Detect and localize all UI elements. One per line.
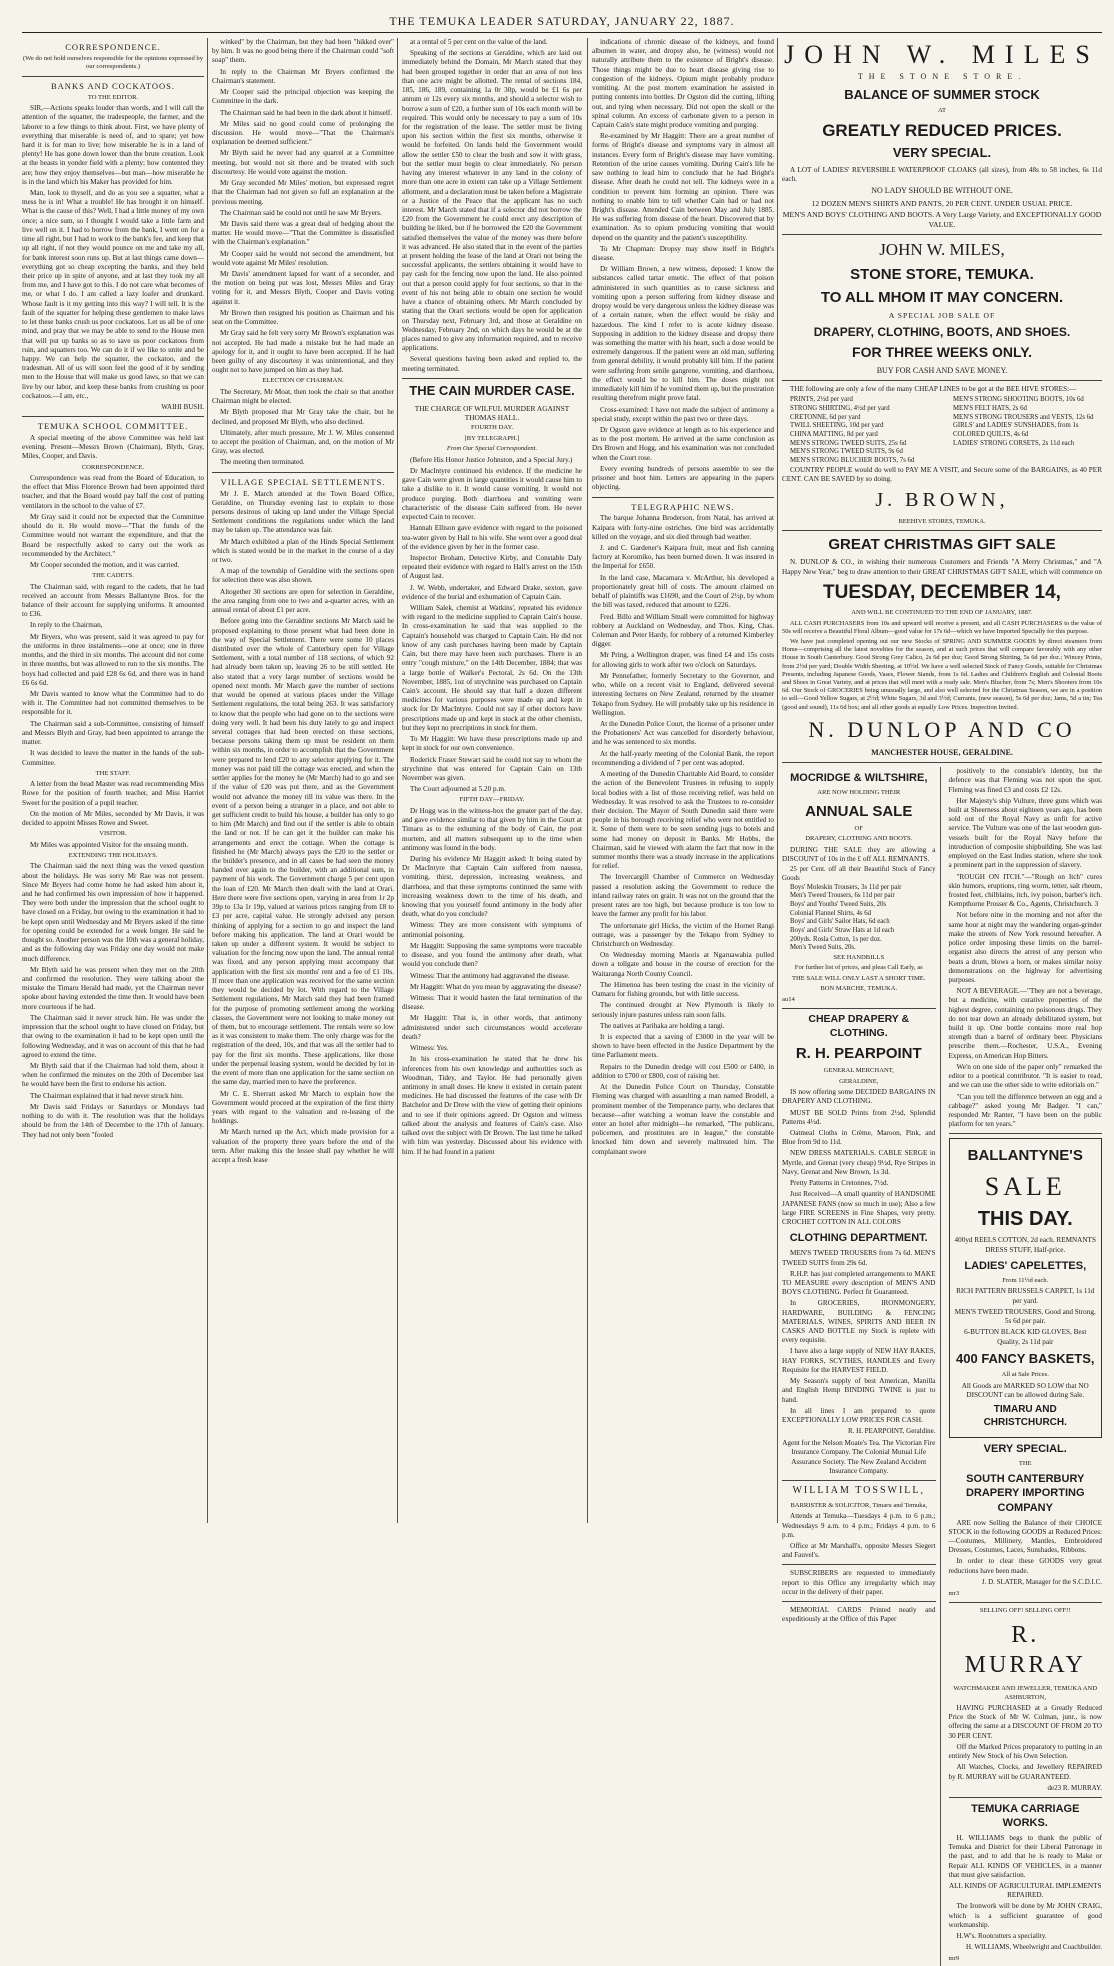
disclaimer: (We do not hold ourselves responsible for the opinions expressed by our correspondents.) <box>22 54 204 71</box>
subheading: CORRESPONDENCE. <box>81 463 145 471</box>
dunlop-ad <box>782 535 1102 758</box>
beehive-ad <box>782 385 1102 526</box>
paragraph: The Chairman said he had been in the dark about it himself. <box>220 108 393 117</box>
paragraph: William Salek, chemist at Watkins', repeated his evidence with regard to the medicine supplied to Captain Cain's house. In cross-examination he said that was supplied to the Captain's household was charged to Captain Cain. He did not know of any cash purchases having been made by Captain Cain, but there may have been such purchases. There is an entry "cough mixture," on the 14th December, 1884; that was a large bottle of Walker's Pectoral, 2s 6d. On the 13th November, 1885, 1oz of strychnine was purchased on Captain Cain's account. He should say that half a dozen different medicines for various purposes were made up and kept in stock for Dr MacIntyre. Could not say if other doctors have prescriptions made up and kept in stock at the other chemists, but they kept no precriptions in stock for them. <box>402 604 582 732</box>
ad-text: GERALDINE, <box>839 1077 879 1085</box>
ad-signature: R. H. PEARPOINT, Geraldine. <box>847 1427 936 1436</box>
paragraph: A map of the township of Geraldine with the sections open for selection there was also shown. <box>212 567 394 585</box>
article-title: THE CAIN MURDER CASE. <box>409 382 575 398</box>
ad-text: Off the Marked Prices preparatory to putting in an entirely New Stock of his Own Selection. <box>948 1742 1102 1761</box>
ad-headline: VERY SPECIAL. <box>892 145 992 161</box>
price-item: LADIES' STRONG CORSETS, 2s 11d each <box>953 439 1075 447</box>
ad-text: All at Sale Prices. <box>1001 1371 1049 1379</box>
section-heading: CORRESPONDENCE. <box>65 42 161 52</box>
price-item: TWILL SHEETING, 10d per yard <box>790 422 884 430</box>
subheading: [BY TELEGRAPH.] <box>464 434 520 442</box>
paragraph: Mr Cooper said the principal objection was keeping the Committee in the dark. <box>212 88 394 106</box>
paragraph: Roderick Fraser Stewart said he could not say to whom the strychnine that was entered for Captain Cain on 13th November was given. <box>402 755 582 782</box>
paragraph: The Chairman said he could not until he saw Mr Bryers. <box>220 208 382 217</box>
paragraph: positively to the constable's identity, but the defence was that Fleming was not upon the spot. Fleming was fined £3 and costs £2 12s. <box>948 767 1102 794</box>
ad-text: 400yd REELS COTTON, 2d each. REMNANTS DRESS STUFF, Half-price. <box>954 1236 1096 1254</box>
price-item: 200yds. Rosla Cotton, 1s per doz. <box>790 935 882 943</box>
price-item: 25 per Cent. off all their Beautiful Stock of Fancy Goods <box>782 866 936 882</box>
ad-text: Office at Mr Marshall's, opposite Messrs Siegert and Fauvel's. <box>782 1541 936 1560</box>
ad-text: N. DUNLOP & CO., in wishing their numerous Customers and Friends "A Merry Christmas," and "A Happy New Year," beg to draw attention to their GREAT CHRISTMAS GIFT SALE, which will commence on <box>782 558 1102 576</box>
ad-text: 12 DOZEN MEN'S SHIRTS AND PANTS, 20 PER CENT. UNDER USUAL PRICE. <box>811 198 1073 208</box>
ad-text: OF <box>854 824 863 832</box>
ad-headline: GREAT CHRISTMAS GIFT SALE <box>828 536 1056 554</box>
ad-text: DURING THE SALE they are allowing a DISCOUNT of 10s in the £ off ALL REMNANTS. <box>782 845 936 863</box>
paragraph: Mr Davis' amendment lapsed for want of a seconder, and the motion on being put was lost, Messrs Miles and Gray voting for it, and Messrs Blyth, Cooper and Davis voting against it. <box>212 270 394 306</box>
paragraph: Mr Miles said no good could come of prolonging the discussion. He would move—"That the Chairman's explanation be deemed sufficient." <box>212 119 394 147</box>
price-item: Boys' and Girls' Sailor Hats, 6d each <box>790 918 890 926</box>
paragraph: Several questions having been asked and replied to, the meeting terminated. <box>402 355 582 373</box>
notes-block <box>949 767 1103 1129</box>
paragraph: Mr Blyth proposed that Mr Gray take the chair, but he declined, and proposed Mr Blyth, who also declined. <box>212 408 394 426</box>
ad-signature: J. D. SLATER, Manager for the S.C.D.I.C. <box>981 1577 1102 1586</box>
ad-text: Oatmeal Cloths in Crème, Maroon, Pink, and Blue from 9d to 11d. <box>782 1129 936 1147</box>
paragraph: The natives at Parihaka are holding a tangi. <box>600 1021 725 1030</box>
price-item: MEN'S STRONG SHOOTING BOOTS, 10s 6d <box>953 396 1084 404</box>
ad-headline: ANNUAL SALE <box>805 802 913 820</box>
letter-to: TO THE EDITOR. <box>87 93 139 101</box>
ad-headline: VERY SPECIAL. <box>983 1442 1067 1455</box>
paragraph: At the Dunedin Police Court, the license of a prisoner under the Probationers' Act was cancelled for disorderly behaviour, and he was sentenced to six months. <box>592 719 774 747</box>
price-item: Men's Tweed Trousers, 6s 11d per pair <box>790 892 895 900</box>
paragraph: Before going into the Geraldine sections Mr March said he proposed explaining to those present what had been done in the way of Special Settlement. There were some 10 places distributed over the whole of Canterbury open for Village Settlement, with a total number of 118 sections, of which 92 had already been taken up, leaving 26 to be still settled. He also stated that a very large number of sections would be opened next month. Mr March gave the number of sections that would be opened at various places under the Village Settlement regulations, the total being 263. It was satisfactory to know that the people who had gone on to the sections were doing very well. It had been his duty lately to go and inspect several cottages that had been erected on these sections, because persons taking them up must be resident on them within six months, in order to accomplish that the Government were prepared to lend £20 to any selector applying for it. The money was not paid till the cottage was erected, and when the settler applies for the money he (Mr March) had to go and see if the value of £20 was put there, and as the Government would not advance the money till its value was there. In the event of a person being a stranger in a place, and not able to get sufficient credit to build his house, a builder has only to go to him (Mr March) and find out if the settler is able to obtain the land or not. If he can get it the builder can make his arrangements and erect the cottage. When the cottage is finished he (Mr March) always pays the £20 to the settler or the builder's presence, and in all cases be had seen the money handed over again to the builder, with an additional sum, in payment of his work. The Government charge 5 per cent upon the loan of £20. Mr March then dealt with the land at Orari. Here there were five sections open, varying in area from 1r 2p 39p to 13a 1r 19p, valued at various prices ranging from £8 to £3 per acre, capital value. He strongly advised any person thinking of applying for a section to go and inspect the land before making his application. The land at Orari would be taken up under a different system. It would be subject to valuation for the fencing now upon the land. The annual rental was fixed, and any person applying must accompany that application with the first six months' rent and a fee of £1 10s. If more than one application was received for the same section they would be decided by lot. With regard to the Village Settlement regulations, Mr March said they had been framed for the purpose of promoting settlement among the working classes, the Government were not looking to make money out of them, but to encourage settlement. The rentals were so low as it was consistent to make them. The only charge was for the registration of the deed, 10s, and that was all the settler had to pay for the first six months. These applications, like those under the perpetual leasing system, would be decided by lot in the event of more than one application for the same section on the same day, married men to have the preference. <box>212 617 394 1087</box>
ad-text: BUY FOR CASH AND SAVE MONEY. <box>876 365 1008 375</box>
paragraph: Mr Cooper seconded the motion, and it was carried. <box>30 560 180 569</box>
ad-headline: TUESDAY, DECEMBER 14, <box>823 581 1061 603</box>
paragraph: Mr Davis said Fridays or Saturdays or Mondays had nothing to do with it. The resolution was that the holidays should be from the 14th of December to the 17th of January. They had not only been "fooled <box>22 1102 204 1139</box>
ad-text: SEE HANDBILLS <box>833 954 885 962</box>
price-item: MEN'S STRONG TWEED SUITS, 25s 6d <box>790 439 907 447</box>
price-item: MEN'S STRONG TWEED SUITS, 9s 6d <box>790 448 903 456</box>
ad-text: Just Received—A small quantity of HANDSOME JAPANESE FANS (now so much in use); Also a few large FIRE SCREENS in Fine Shapes, very pretty. CROCHET COTTON IN ALL COLORS <box>782 1190 936 1226</box>
subheading: VISITOR. <box>99 830 127 838</box>
ad-text: GENERAL MERCHANT, <box>823 1067 894 1075</box>
ad-text: All Watches, Clocks, and Jewellery REPAIRED by R. MURRAY will be GUARANTEED. <box>948 1763 1102 1781</box>
ad-text: Agent for the Nelson Moate's Tea. The Victorian Fire Insurance Company. The Colonial Mutual Life Assurance Society. The New Zealand Accident Insurance Company. <box>782 1439 936 1475</box>
paragraph: Man, look to thyself, and do as you see a squatter, what a mess he is in! What a trouble! He has brought it on himself. What is the cause of this? Well, I had a little money of my own once; a nice sum, so I thought I would take a little farm and live well on it. I had to borrow from the bank, I went on for a time all right, but I had to work to the bank's fee, and keep that up all right, if not they would pounce on me and take my all, for bank interest soon runs up. But at last things came down—everything got so cheap excepting the banks, and they held their price up in spite of anyone, and at last they took my all from me, and I have got to this. I do not care what becomes of me, or what I do. I am called a lazy loafer and drunkard. Whose fault is it my getting into this way? I will tell. It is the fault of the squatter for helping these gentlemen to make laws to let these banks crush us poor cockatoos. Let us all be of one mind, and pray that we may be able to send to the House men that will put up banks so as to save us poor cockatoos from ruin, and squatters too. We can do it if we like to unite and be happy. We can help the squatter, the cockatoo, and the tradesman. All of us will soon feel the good of it by sending men to the House that will make us good laws, so that we can live by our labor, and keep these banks from crushing us poor cockatoos.—I am, etc., <box>22 189 204 400</box>
ad-text: In all lines I am prepared to quote EXCEPTIONALLY LOW PRICES FOR CASH. <box>782 1406 936 1424</box>
paragraph: In reply to the Chairman Mr Bryers confirmed the Chairman's statement. <box>212 67 394 85</box>
ad-text: For further list of prices, and pleas Call Early, as <box>794 964 923 972</box>
paragraph: Mr Blyth said that if the Chairman had told them, about it when he confirmed the minutes on the 20th of December last he would have been the first to endorse his action. <box>22 1061 204 1089</box>
paragraph: Correspondence was read from the Board of Education, to the effect that Miss Florence Brown had been appointed third teacher, and that the Board would pay half the cost of putting ventilators in the school to the value of £7. <box>22 473 204 510</box>
subheading: FIFTH DAY—FRIDAY. <box>459 796 525 804</box>
paragraph: The Court adjourned at 5.20 p.m. <box>410 785 506 794</box>
ad-headline: THIS DAY. <box>977 1207 1073 1230</box>
paragraph: In reply to the Chairman, <box>30 621 103 630</box>
paragraph: Mr C. E. Sherratt asked Mr March to explain how the Government would proceed at the expiration of the first thirty years with regard to the valuation and re-leasing of the holdings. <box>212 1089 394 1126</box>
advertiser-name: R. MURRAY <box>964 1621 1086 1679</box>
paragraph: On the motion of Mr Miles, seconded by Mr Davis, it was decided to appoint Misses Rowe and Sweet. <box>22 809 204 828</box>
paragraph: Mr Gray seconded Mr Miles' motion, but expressed regret that the Chairman had not given so full an explanation at the previous meeting. <box>212 179 394 206</box>
ad-text: My Season's supply of best American, Manilla and English Hemp BINDING TWINE is just to hand. <box>782 1377 936 1404</box>
miles-ad <box>782 38 1102 376</box>
price-item: CRETONNE, 6d per yard <box>790 413 861 421</box>
paragraph: The continued drought at New Plymouth is likely to seriously injure pastures unless rain soon falls. <box>592 1001 774 1019</box>
paragraph: Ultimately, after much pressure, Mr J. W. Miles consented to accept the position of Chairman, and, on the motion of Mr Gray, was elected. <box>212 428 394 456</box>
letter-title: BANKS AND COCKATOOS. <box>51 80 175 91</box>
article-subtitle: THE CHARGE OF WILFUL MURDER AGAINST THOMAS HALL. <box>414 403 570 422</box>
ad-text: Pretty Patterns in Cretonnes, 7½d. <box>790 1179 889 1188</box>
paragraph: The Chairman said it never struck him. He was under the impression that the school ought to have closed on Friday, but that owing to the examination it had to be kept open until the following Wednesday, and it was on account of this that he had agreed to extend the time. <box>22 1013 204 1059</box>
notice: MEMORIAL CARDS Printed neatly and expeditiously at the Office of this Paper <box>782 1606 936 1624</box>
column-rule <box>207 38 208 1523</box>
paragraph: The Himenoa has been testing the coast in the vicinity of Oamaru for fishing grounds, but with little success. <box>592 980 774 999</box>
ad-text: BARRISTER & SOLICITOR, Timaru and Temuka, <box>790 1501 928 1509</box>
subheading: THE STAFF. <box>95 769 131 777</box>
price-item: Boys' Moleskin Trousers, 3s 11d per pair <box>790 883 902 891</box>
paragraph: To Mr Chapman: Dropsy may show itself in Bright's disease. <box>592 244 774 263</box>
ad-text: AT <box>937 107 947 115</box>
ad-text: COUNTRY PEOPLE would do well to PAY ME A VISIT, and Secure some of the BARGAINS, as 40 PER CENT. CAN BE SAVED by so doing. <box>782 465 1102 484</box>
paragraph: Mr Davis wanted to know what the Committee had to do with it. The Committee had not committed themselves to be responsible for it. <box>22 690 204 717</box>
paragraph: "Can you tell the difference between an egg and a cabbage?" asked young Mr Badger. "I can," responded Mr Ranter, "I have been on the public platform for ten years." <box>948 1092 1102 1129</box>
notice: SUBSCRIBERS are requested to immediately report to this Office any irregularity which may occur in the delivery of their paper. <box>782 1569 936 1596</box>
advertiser-name: WILLIAM TOSSWILL, <box>792 1485 925 1497</box>
ad-text: I have also a large supply of NEW HAY RAKES, HAY FORKS, SCYTHES, HANDLES and Every Requisite for the HARVEST FIELD. <box>782 1347 936 1374</box>
ad-text: The Ironwork will be done by Mr JOHN CRAIG, which is a sufficient guarantee of good workmanship. <box>948 1902 1102 1929</box>
ad-text: RICH PATTERN BRUSSELS CARPET, 1s 11d per yard. <box>956 1287 1095 1305</box>
ad-headline: SALE <box>984 1171 1066 1201</box>
paragraph: Mr Blyth said he was present when they met on the 20th and confirmed the resolution. They were talking about the mistake the Timaru Herald had made, yet the Chairman never spoke about having extended the time then. It would have been more courteous if he had. <box>22 965 204 1011</box>
paragraph: winked" by the Chairman, but they had been "hikked over" by him. It was no good being there if the Chairman could "soft soap" them. <box>212 38 394 65</box>
ad-text: ARE NOW HOLDING THEIR <box>817 789 901 797</box>
paragraph: Mr Haggitt: Supposing the same symptoms were traceable to disease, and you found the antimony after death, what would you conclude then? <box>402 941 582 969</box>
ad-text: THE following are only a few of the many CHEAP LINES to be got at the BEE HIVE STORES:— <box>790 385 1077 394</box>
letter-signature: WAIHI BUSH. <box>161 403 204 412</box>
ad-ref: mr9 <box>948 1955 960 1963</box>
paragraph: Her Majesty's ship Vulture, three guns which was built at Sheerness about eighteen years ago, has been sold out of the Royal Navy as unfit for active service. The Vulture was one of the last wooden gun-vessels built for the Royal Navy before the introduction of composite shipbuilding. She was last employed on the East Indies station, where she took a prominent part in the suppression of slavery. <box>948 796 1102 870</box>
ad-text: Attends at Temuka—Tuesdays 4 p.m. to 6 p.m.; Wednesdays 9 a.m. to 4 p.m.; Fridays 4 p.m. to 6 p.m. <box>782 1512 936 1539</box>
pearpoint-ad <box>782 1013 936 1476</box>
advertiser-name: MOCRIDGE & WILTSHIRE, <box>790 772 928 785</box>
advertiser-name: J. BROWN, <box>875 489 1009 512</box>
paragraph: J. W. Webb, undertaker, and Edward Drake, sexton, gave evidence of the burial and exhumation of Captain Cain. <box>402 583 582 601</box>
paragraph: Witness: They are more consistent with symptoms of antimonial poisoning. <box>402 921 582 939</box>
paragraph: Witness: Yes. <box>410 1044 449 1053</box>
paragraph: The Chairman said, with regard to the cadets, that he had received an account from Messrs Ballantyne Bros. for the balance of their account for supplying uniforms. It amounted to £36. <box>22 582 204 619</box>
paragraph: Mr March exhibited a plan of the Hinds Special Settlement which is stated would be in the market in the course of a day or two. <box>212 537 394 565</box>
paragraph: Not before nine in the morning and not after the same hour at night may the wandering organ-grinder make the streets of New York resound hereafter. A police order imposing these limits on the barrel-organist also directs the arrest of any person who beats a drum, blows a horn, or makes similar noisy demonstrations on the highway for advertising purposes. <box>948 911 1102 984</box>
ad-text: From 11½d each. <box>1002 1277 1049 1284</box>
paragraph: Repairs to the Dunedin dredge will cost £500 or £400, in addition to £700 or £800, cost of raising her. <box>592 1062 774 1080</box>
paragraph: Hannah Ellison gave evidence with regard to the poisoned tea-water given by Hall to his wife. She went over a good deal of the evidence given by her in the former case. <box>402 524 582 551</box>
advertiser-name: SOUTH CANTERBURY DRAPERY IMPORTING COMPANY <box>965 1473 1085 1514</box>
paragraph: Mr Gray said it could not be expected that the Committee should do it. He would move—"That the funds of the Committee would not warrant the expenditure, and that the Board be respectfully asked to carry out the work as recommended by the Architect." <box>22 512 204 558</box>
paragraph: At the Dunedin Police Court on Thursday, Constable Fleming was charged with assaulting a man named Brodell, a prominent member of the Temperance party, who declares that because—after watching a woman leave the constable and enter an hotel after midnight—he remarked, "The publicans, policemen, and prostitutes are in league," the constable knocked him down and severely maltreated him. The complainant swore <box>592 1083 774 1156</box>
paragraph: Mr Blyth said he never had any quarrel at a Committee meeting, but would not sit there and be treated with such discourtesy. He would vote against the motion. <box>212 149 394 176</box>
column-4 <box>592 38 774 1523</box>
advertiser-name: N. DUNLOP AND CO <box>808 716 1076 742</box>
paragraph: indications of chronic disease of the kidneys, and found albumen in water, and dropsy also, he (witness) would not naturally attribute them to the existence of Bright's disease. Those things might be due to heart disease giving rise to congestion of the kidneys. Opium might probably produce vomiting. At the post mortem examination he assisted in putting contents into bottles. Dr Ogston did the cutting, lifting out, and tying when necessary. Did not open the skull or the spinal column. An excess of carbonate given to a person in Captain Cain's state might produce vomiting and purging. <box>592 38 774 129</box>
paragraph: It was decided to leave the matter in the hands of the sub-Committee. <box>22 749 204 767</box>
ad-text: MEN'S TWEED TROUSERS from 7s 6d. MEN'S TWEED SUITS from 29s 6d. <box>782 1249 936 1267</box>
paragraph: The Chairman said a sub-Committee, consisting of himself and Messrs Blyth and Gray, had been appointed to arrange the matter. <box>22 719 204 747</box>
paragraph: Altogether 30 sections are open for selection in Geraldine, the area ranging from one to two and a-quarter acres, with an annual rental of about £1 per acre. <box>212 587 394 615</box>
ad-headline: FOR THREE WEEKS ONLY. <box>852 343 1032 360</box>
paragraph: Mr Haggitt: That is, in other words, that antimony administered under such circumstances would accelerate death? <box>402 1014 582 1041</box>
ad-text: DRAPERY, CLOTHING AND BOOTS. <box>805 835 913 843</box>
paragraph: Dr Hogg was in the witness-box the greater part of the day, and gave evidence similar to that given by him in the Court at Timaru as to the exhuming of the body of Cain, the post mortem, and all matters subsequent up to the time when antimony was found in the body. <box>402 806 582 852</box>
ad-text: MEN'S AND BOYS' CLOTHING AND BOOTS. A Very Large Variety, and EXCEPTIONALLY GOOD VALUE. <box>782 210 1102 230</box>
paragraph: Mr J. E. March attended at the Town Board Office, Geraldine, on Thursday evening last to explain to those persons desirous of taking up land under the Village Special Settlement conditions the regulations under which the land may be taken up. The attendance was fair. <box>212 489 394 535</box>
paragraph: Mr March turned up the Act, which made provision for a valuation of the property three years before the end of the term. After making this the lessee shall pay whether he will accept a fresh lease <box>212 1128 394 1165</box>
price-item: MEN'S STRONG TROUSERS and VESTS, 12s 6d <box>953 413 1094 421</box>
price-item: CHINA MATTING, 8d per yard <box>790 431 878 439</box>
ad-text: MEN'S TWEED TROUSERS, Good and Strong, 5s 6d per pair. <box>954 1307 1096 1326</box>
ad-text: R.H.P. has just completed arrangements to MAKE TO MEASURE every description of MEN'S AND BOYS CLOTHING. Perfect fit Guaranteed. <box>782 1269 936 1297</box>
paragraph: It is expected that a saving of £3000 in the year will be shown to have been effected in the Justice Department by the time Parliament meets. <box>592 1032 774 1060</box>
ad-text: ALL CASH PURCHASERS from 10s and upward will receive a present, and all CASH PURCHASERS to the value of 50s will receive a Beautiful Floral Album—good value for 17s 6d—which we have Imported Specially for this purpose. <box>782 619 1102 635</box>
price-item: Men's Tweed Suits, 20s. <box>790 944 856 952</box>
ad-text: We have just completed opening out our new Stocks of SPRING AND SUMMER GOODS by direct steamers from Home—comprising all the latest novelties for the season, and at such prices that will compare favorably with any other House in South Canterbury. Good Strong Grey Calico, 2s 6d per doz; Good Strong Shirting, 5s 6d per doz.; Wincey Prints, from 2½d per yard; Double Width Sheeting, at 10½d. We have a well selected Stock of Fancy Goods, suitable for Christmas Presents, including Japanese Goods, Vases, Flower Stands, from 1s 6d. Ladies and Children's English and Colonial Boots and Shoes in Great Variety, and at prices that will meet with a ready sale. Men's Blucher, from 7s; Men's Shooters from 10s 6d. Our Stock of GROCERIES being unusually large, and also well selected for the Christmas Season, we are in a position to sell—Good Yellow Sugars, at 2½d; White Sugars, 3d and 3½d; Currants, (new season), 5s 6d per doz; Jams, 5d a tin; Tea (good and sound), 11s 6d box; and all other goods at equally Low Prices. Inspection Invited. <box>782 638 1102 711</box>
column-rule <box>587 38 588 1523</box>
ad-headline: 400 FANCY BASKETS, <box>956 1350 1095 1366</box>
ad-text: NO LADY SHOULD BE WITHOUT ONE. <box>871 186 1013 196</box>
paragraph: Mr Pennefather, formerly Secretary to the Governor, and who, while on a recent visit to England, delivered several interesting lectures on New Zealand, returned by the steamer Tekapo from Sydney. He will probably take up his residence in Wellington. <box>592 671 774 717</box>
ad-text: A LOT of LADIES' REVERSIBLE WATERPROOF CLOAKS (all sizes), from 48s to 58 inches, 6s 11d each. <box>782 165 1102 184</box>
paragraph: Mr Gray said he felt very sorry Mr Brown's explanation was not accepted. He had made a mistake but he had made an apology for it, and it ought to have been accepted. If he had been guilty of any discourtesy it was unintentional, and they ought not to have jumped on him as they had. <box>212 329 394 375</box>
advertiser-name: R. H. PEARPOINT <box>795 1045 922 1063</box>
ballantyne-ad <box>949 1138 1103 1437</box>
advertiser-name: BALLANTYNE'S <box>967 1147 1083 1165</box>
paragraph: J. and C. Gardener's Kaipara fruit, meat and fish canning factory at Koromiko, has been burned down. It was insured in the Imperial for £650. <box>592 544 774 571</box>
ad-text: THE <box>1018 1459 1032 1467</box>
paragraph: Mr Pring, a Wellington draper, was fined £4 and 15s costs for allowing girls to work after two o'clock on Saturdays. <box>592 651 774 669</box>
ad-text: In GROCERIES, IRONMONGERY, HARDWARE, BUILDING & FENCING MATERIALS, WINES, SPIRITS AND BEER IN CASKS AND BOTTLE my Stock is replete with every requisite. <box>782 1299 936 1345</box>
advertiser-subtitle: THE STONE STORE. <box>857 72 1027 82</box>
masthead: THE TEMUKA LEADER SATURDAY, JANUARY 22, 1887. <box>22 14 1102 33</box>
price-item: STRONG SHIRTING, 4½d per yard <box>790 405 890 413</box>
byline: From Our Special Correspondent. <box>446 445 538 453</box>
paragraph: Speaking of the sections at Geraldine, which are laid out immediately behind the Domain, Mr March stated that they had been grouped together in order that an area of not less than one acre might be allotted. The rental of sections 184, 185, 186, 189, containing 1a 0r 30p, would be £1 6s per annum or 12s every six months, and should a selector wish to borrow a sum of £20, a further sum of 10s each month will be required. This would only be necessary to pay a sum of 10s for the registration of the lease. The settler must be living upon his section within the first six months, otherwise it would be forfeited. On lands held the Government would allow the settler £50 to clear the bush and sow it with grass, but the settler must begin to clear immediately. No person having any interest whatever in any land in the colony of more than one acre in extent can take up a Village Settlement allotment, and a declaration must be taken before a Magistrate or a Justice of the Peace that the applicant has no such interest. Mr March stated that if a selector did not borrow the £20 from the Government he could erect any description of building he liked, but if he borrowed the £20 the Government satisfied themselves the value of the money was there before it was advanced. He also stated that in the event of the parties at present holding the lease of the land at Orari not being the successful applicants, the settlers obtaining it would have to pay cash for the fencing now upon the land. He also pointed out that a person could apply for four sections, so that in the event of his not being able to obtain one section he would have a chance of obtaining others. Mr March concluded by stating that the Orari sections would be open for application on Thursday next, February 3rd, and those at Geraldine on Wednesday, February 2nd, on which days he would be at the places named to give any information required, and to receive applications. <box>402 49 582 353</box>
paragraph: In the land case, Macamara v. McArthur, his developed a proportionately great bill of costs. The amount claimed on behalf of plaintiffs was £1690, and the Court of 2½p, by whom the bill was taxed, reduced that amount to £226. <box>592 573 774 610</box>
price-item: Boys' and Youths' Tweed Suits, 20s <box>790 900 887 908</box>
paragraph: During his evidence Mr Haggitt asked: It being stated by Dr MacIntyre that Captain Cain suffered from nausea, vomiting, thirst, depression, increasing weakness, and diarrhoea, and that these symptoms continued the same with increasing weakness down to the time of his death, and knowing that you yourself found antimony in the body after death, what do you conclude? <box>402 854 582 919</box>
ad-text: NEW DRESS MATERIALS. CABLE SERGE in Myrtle, and Grenat (very cheap) 9½d, Rye Stripes in Navy, Grenat and New Brown, 1s 3d. <box>782 1149 936 1176</box>
paragraph: The meeting then terminated. <box>220 458 305 467</box>
price-item: Boys' and Girls' Straw Hats at 1d each <box>790 926 895 934</box>
ad-text: H. WILLIAMS begs to thank the public of Temuka and District for their Liberal Patronage in the past, and to add that he is ready to Make or Repair ALL KINDS OF VEHICLES, in a manner that must give satisfaction. <box>948 1833 1102 1879</box>
price-item: MEN'S STRONG BLUCHER BOOTS, 7s 6d <box>790 457 915 465</box>
ad-text: ALL KINDS OF AGRICULTURAL IMPLEMENTS REPAIRED. <box>948 1882 1102 1900</box>
paragraph: The Secretary, Mr Moat, then took the chair so that another Chairman might be elected. <box>212 387 394 406</box>
ad-text: BON MARCHE, TEMUKA. <box>820 985 898 993</box>
tosswill-ad <box>782 1485 936 1560</box>
subheading: FOURTH DAY. <box>470 424 514 432</box>
price-item: MEN'S FELT HATS, 2s 6d <box>953 405 1027 413</box>
paragraph: In his cross-examination he stated that he drew his inferences from his own knowledge and authorities such as Woodman, Tidey, and Taylor. He had personally given antimony in small doses. He knew it existed in certain patent medicines. He had discussed the features of the case with Dr Batchelor and Dr Drew with the view of getting their opinions and to see if their opinions agreed. Dr Ogston and witness talked about the analysis and features of Cain's case. Also talked over the subject with Dr Brown. The last time he talked with him was yesterday. Discussed about his evidence with him. If he had found in a patient <box>402 1055 582 1156</box>
article-title: TELEGRAPHIC NEWS. <box>631 501 735 512</box>
paragraph: At the half-yearly meeting of the Colonial Bank, the report recommending a dividend of 7 per cent was adopted. <box>592 749 774 767</box>
ad-headline: STONE STORE, TEMUKA. <box>850 265 1034 283</box>
advertiser-subtitle: MANCHESTER HOUSE, GERALDINE. <box>871 747 1013 757</box>
paragraph: The Chairman said the next thing was the vexed question about the holidays. He was sorry Mr Rae was not present. Since Mr Bryers had come home he had asked him about it, and he had confirmed his own impression of how it happened. They were both under the impression that the school ought to have closed on a Friday, but owing to the examination it had to be kept open until Wednesday and Mr Bryers asked if the time for opening could be extended for a week longer. He said he thought so. Another person was the 10th was a general holiday, and as the following day was Friday one day would not make much difference. <box>22 862 204 963</box>
ad-text: MUST BE SOLD Prints from 2½d, Splendid Patterns 4½d. <box>782 1108 936 1126</box>
paragraph: Fred. Billo and William Small were committed for highway robbery at Auckland on Wednesday, and Thos. King, Chas. Coleman and Peter Hardy, for robbery of a returned Kimberley digger. <box>592 612 774 649</box>
paragraph: To Mr Haggitt: We have these prescriptions made up and kept in stock for our own convenience. <box>402 735 582 753</box>
ad-ref: mr3 <box>948 1589 960 1597</box>
ad-text: SELLING OFF! SELLING OFF!! <box>979 1607 1071 1615</box>
subheading: ELECTION OF CHAIRMAN. <box>262 377 344 385</box>
ad-text: THE SALE WILL ONLY LAST A SHORT TIME. <box>791 974 926 982</box>
article-title: TEMUKA SCHOOL COMMITTEE. <box>37 421 189 432</box>
ad-headline: TO ALL MHOM IT MAY CONCERN. <box>820 288 1064 306</box>
ad-text: 6-BUTTON BLACK KID GLOVES, Best Quality, 2s 11d pair <box>964 1328 1087 1346</box>
subheading: EXTENDING THE HOLIDAYS. <box>68 851 158 859</box>
ad-ref: au14 <box>782 995 795 1003</box>
paragraph: Mr Davis said there was a great deal of hedging about the matter. He would move—"That the Committee is dissatisfied with the Chairman's explanation." <box>212 219 394 247</box>
ad-signature: de23 R. MURRAY. <box>1047 1783 1102 1792</box>
paragraph: SIR,—Actions speaks louder than words, and I will call the attention of the squatter, the tradespeople, the farmer, and the laborer to a few things to think about. First, we have plenty of everything that miserable is need of, and to spare; yet how hard it is for man to live; how miserable he is in a land of plenty! He has gone down lower than the brute creation. Look at the beasts in yonder field with a plenty; how contented they are; how they enjoy themselves—but man—how miserable he is in the land which his Maker has provided for him. <box>22 104 204 186</box>
paragraph: Mr Haggitt: What do you mean by aggravating the disease? <box>410 982 582 991</box>
ad-text: A SPECIAL JOB SALE OF <box>888 310 996 320</box>
paragraph: (Before His Honor Justice Johnston, and a Special Jury.) <box>410 455 573 464</box>
ad-text: H.W's. Rootcutters a speciality. <box>956 1932 1047 1941</box>
ad-text: HAVING PURCHASED at a Greatly Reduced Price the Stock of Mr W. Colman, junr., is now offering the same at a DISCOUNT OF FROM 20 TO 30 PER CENT. <box>948 1704 1102 1740</box>
ad-headline: BALANCE OF SUMMER STOCK <box>844 86 1040 102</box>
column-2 <box>212 38 394 1523</box>
ad-headline: CLOTHING DEPARTMENT. <box>789 1232 928 1245</box>
ad-text: In order to clear these GOODS very great reductions have been made. <box>948 1557 1102 1575</box>
paragraph: A special meeting of the above Committee was held last evening. Present—Messrs Brown (Chairman), Blyth, Gray, Miles, Cooper, and Davis. <box>22 433 204 461</box>
ad-headline: TIMARU AND CHRISTCHURCH. <box>983 1404 1067 1429</box>
ad-headline: LADIES' CAPELETTES, <box>964 1259 1087 1272</box>
mocridge-ad <box>782 771 936 1004</box>
paragraph: Dr MacIntyre continued his evidence. If the medicine he gave Cain were given in large quantities it would cause him to take a dislike to it. It would cause vomiting. It would not produce purging. Both diarrhoea and vomiting were characteristic of the disease Cain suffered from. He never expected Cain to recover. <box>402 466 582 522</box>
price-item: PRINTS, 2½d per yard <box>790 396 853 404</box>
paragraph: Mr Miles was appointed Visitor for the ensuing month. <box>30 840 189 849</box>
paragraph: Mr Bryers, who was present, said it was agreed to pay for the uniforms in three instalments—one at once; one in three months, and the third in six months. The account did not come in three months, but was allowed to run to the six months. The boys had collected and paid £28 6s 6d, and there was in hand £6 6s 6d. <box>22 632 204 687</box>
column-3 <box>402 38 582 1523</box>
column-rule <box>397 38 398 1523</box>
advertiser-name: JOHN W. MILES, <box>879 239 1005 259</box>
paragraph: Re-examined by Mr Haggitt: There are a great number of forms of Bright's disease and symptoms vary in almost all instances. Every form of Bright's disease may have vomiting. Retention of the urine causes vomiting. During Cain's life he saw nothing to lead him to conclude that he had Bright's disease. After death he could not tell. The kidneys were in a condition to prevent him forming an opinion. There was nothing to enable him to tell whether Cain had or had not Bright's disease. Attended Cain between May and July 1885. He was suffering from disease of the heart. Discovered that by examination. As to opium producing vomiting that would depend on the quantity and the patient's susceptibility. <box>592 132 774 242</box>
paragraph: at a rental of 5 per cent on the value of the land. <box>410 38 548 46</box>
paragraph: A letter from the head Master was read recommending Miss Rowe for the position of fourth teacher, and Miss Harriet Sweet for the position of a pupil teacher. <box>22 780 204 807</box>
ad-text: ARE now Selling the Balance of their CHOICE STOCK in the following GOODS at Reduced Prices:—Costumes, Millinery, Mantles, Embroidered Dresses, Costumes, Laces, Sunshades, Ribbons. <box>948 1518 1102 1555</box>
subheading: THE CADETS. <box>92 572 134 580</box>
ad-headline: CHEAP DRAPERY & CLOTHING. <box>808 1013 910 1039</box>
paragraph: NOT A BEVERAGE.—"They are not a beverage, but a medicine, with curative properties of the highest degree, containing no poisonous drugs. They do not tear down an already debilitated system, but build it up. One bottle contains more real hop strength than a barrel of ordinary beer. Physicians prescribe them.—Rochester, U.S.A., Evening Express, on American Hop Bitters. <box>948 987 1102 1060</box>
price-item: GIRLS' and LADIES' SUNSHADES, from 1s <box>953 422 1079 430</box>
ad-headline: DRAPERY, CLOTHING, BOOTS, AND SHOES. <box>813 324 1071 339</box>
paragraph: The barque Johanna Broderson, from Natal, has arrived at Kaipara with forty-nine ostriches. One bird was accidentally killed on the voyage, and six died through bad weather. <box>592 514 774 541</box>
advertiser-subtitle: BEEHIVE STORES, TEMUKA. <box>898 517 986 525</box>
ad-headline: GREATLY REDUCED PRICES. <box>822 120 1062 140</box>
paragraph: The Chairman explained that it had never struck him. <box>30 1091 184 1100</box>
ad-signature: H. WILLIAMS, Wheelwright and Coachbuilder. <box>965 1943 1102 1952</box>
advertiser-subtitle: WATCHMAKER AND JEWELLER, TEMUKA AND ASHBURTON, <box>953 1685 1098 1701</box>
column-1 <box>22 38 204 1523</box>
column-rule <box>777 38 778 1523</box>
paragraph: Witness: That it would hasten the fatal termination of the disease. <box>402 994 582 1012</box>
paragraph: Mr Brown then resigned his position as Chairman and his seat on the Committee. <box>212 308 394 327</box>
ad-text: IS now offering some DECIDED BARGAINS IN DRAPERY AND CLOTHING. <box>782 1088 936 1106</box>
advertiser-name: TEMUKA CARRIAGE WORKS. <box>971 1802 1080 1829</box>
paragraph: "ROUGH ON ITCH."—"Rough on Itch" cures skin humors, eruptions, ring worm, tetter, salt rheum, frosted feet, chilblains, itch, ivy poison, barber's itch. Kempthorne Prosser & Co., Agents, Christchurch. 3 <box>948 872 1102 909</box>
price-item: Colonial Flannel Shirts, 4s 6d <box>790 909 871 917</box>
paragraph: We'n on one side of the paper only" remarked the editor to a poetical contributor. "It is easier to read, and we can use the other side to write editorials on." <box>948 1062 1102 1090</box>
ad-text: AND WILL BE CONTINUED TO THE END OF JANUARY, 1887. <box>851 609 1033 617</box>
paragraph: Mr Cooper said he would not second the amendment, but would vote against Mr Miles' resolution. <box>212 249 394 267</box>
paragraph: Dr William Brown, a new witness, deposed: I know the substances called tartar emetic. The effect of that poison administered in such quantities as to cause sickness and vomiting upon a person suffering from kidney disease and dropsy would be very dangerous unless the kidney disease was of a certain nature, when the effect would be risky and hazardous. The kind I refer to is acute kidney disease. Supposing in addition to the kidney disease and dropsy there was something the matter with his heart, such a dose would be extremely dangerous. If the patient were an old man, suffering from general debility, it would probably kill him. If the patient were suffering from senile gangrene, vomiting, and diarrhoea, the effect would be to kill him. The doses might not immediately kill him if he vomited them up, but the prostration resulting therefrom might prove fatal. <box>592 265 774 403</box>
advertisement-columns <box>782 38 1102 1963</box>
paragraph: On Wednesday morning Maoris at Ngaruawahia pulled down a tollgate and house in the course of erection for the Waitaranga North County Council. <box>592 951 774 978</box>
paragraph: Inspector Broham, Detective Kirby, and Constable Daly repeated their evidence with regard to Hall's arrest on the 15th of August last. <box>402 553 582 581</box>
paragraph: A meeting of the Dunedin Charitable Aid Board, to consider the action of the Benevolent Trustees in refusing to supply local bodies with a list of those receiving relief, was held on Wednesday. It was resolved to ask the Trustees to re-consider their decision. The Mayor of South Dunedin said there were people in his borough receiving relief who were not entitled to it. Some of them were to be seen sending jugs to hotels and some had money on deposit in Banks. Mr Hobbs, the Chairman, said he viewed with alarm the fact that now in the summer months there was a steady increase in the applications for relief. <box>592 770 774 871</box>
ad-text: All Goods are MARKED SO LOW that NO DISCOUNT can be allowed during Sale. <box>961 1381 1089 1400</box>
paragraph: Dr Ogston gave evidence at length as to his experience and as to the post mortem. He arrived at the same conclusion as Drs Brown and Hogg, and his examination was not concluded when the Court rose. <box>592 425 774 462</box>
paragraph: Every evening hundreds of persons assemble to see the prisoner and hoot him. Letters are appearing in the papers objecting. <box>592 464 774 492</box>
paragraph: Witness: That the antimony had aggravated the disease. <box>410 971 570 980</box>
paragraph: The Invercargill Chamber of Commerce on Wednesday passed a resolution asking the Government to reduce the inland railway rates on grain. It was not on the ground that the present rates are too high, but because produce is too low to leave the farmer any profit for his labor. <box>592 873 774 919</box>
paragraph: The unfortunate girl Hicks, the victim of the Hornet Rangi outrage, was a passenger by the Tekapo from Sydney to Christchurch on Wednesday. <box>592 921 774 948</box>
article-title: VILLAGE SPECIAL SETTLEMENTS. <box>220 476 386 487</box>
advertiser-name: JOHN W. MILES <box>784 40 1100 69</box>
price-item: COLORED QUILTS, 4s 6d <box>953 431 1029 439</box>
paragraph: Cross-examined: I have not made the subject of antimony a special study, except within the past two or three days. <box>592 405 774 423</box>
